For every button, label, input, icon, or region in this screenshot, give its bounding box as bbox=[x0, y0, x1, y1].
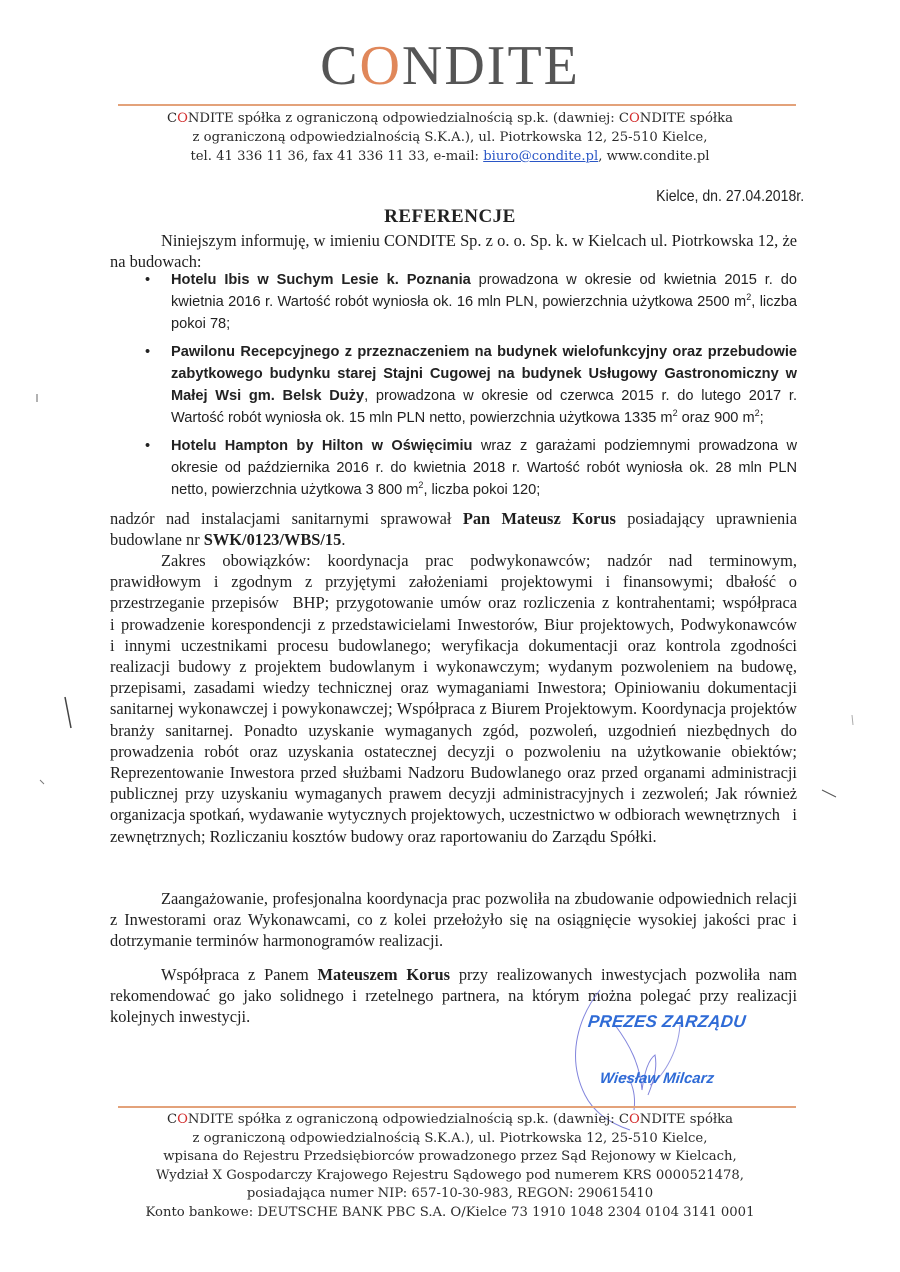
footer-line-4: Wydział X Gospodarczy Krajowego Rejestru Sądowego pod numerem KRS 0000521478, bbox=[156, 1167, 744, 1183]
project-details: , prowadzona w okresie od czerwca 2015 r. do lutego 2017 r. Wartość robót wyniosła ok. 15 mln PLN netto, powierzchnia użytkowa 1335 m bbox=[171, 388, 798, 426]
project-item bbox=[145, 435, 797, 501]
text: posiadający uprawnienia budowlane nr bbox=[110, 509, 797, 550]
text: . bbox=[341, 530, 346, 550]
text: NDITE spółka z ograniczoną odpowiedzialnością sp.k. (dawniej: C bbox=[187, 111, 629, 126]
logo-text: C bbox=[320, 35, 360, 97]
accent-letter: O bbox=[628, 1112, 640, 1127]
footer-line-1 bbox=[0, 1111, 900, 1130]
accent-letter: O bbox=[177, 111, 188, 126]
logo-text: NDITE bbox=[401, 35, 580, 97]
speck bbox=[65, 697, 71, 728]
project-list bbox=[145, 269, 797, 507]
superscript: 2 bbox=[418, 480, 424, 491]
project-details: wraz z garażami podziemnymi prowadzona w okresie od października 2016 r. do kwietnia 2018 r. Wartość robót wyniosła ok. 28 mln PLN netto, powierzchnia użytkowa 3 800 m bbox=[171, 438, 797, 498]
speck bbox=[822, 790, 836, 797]
accent-letter: O bbox=[628, 111, 640, 126]
supervision-paragraph bbox=[110, 508, 797, 550]
bullet-icon: • bbox=[145, 344, 151, 360]
engagement-paragraph: Zaangażowanie, profesjonalna koordynacja prac pozwoliła na zbudowanie odpowiednich relacji z Inwestorami oraz Wykonawcami, co z kolei przełożyło się na osiągnięcie wysokiej jakości prac i dotrzymanie terminów harmonogramów realizacji. bbox=[110, 889, 797, 951]
duties-paragraph: Zakres obowiązków: koordynacja prac podwykonawców; nadzór nad terminowym, prawidłowym i zgodnym z przyjętymi założeniami projektowymi i finansowymi; dbałość o przestrzeganie przepisów BHP; przygotowanie umów oraz rozliczenia z kontrahentami; współpraca i prowadzenie korespondencji z przedstawicielami Inwestorów, Biur projektowych, Podwykonawców i innymi uczestnikami procesu budowlanego; weryfikacja dokumentacji oraz kontrola zgodności realizacji budowy z projektem budowlanym i wykonawczym; wydanym pozwoleniem na budowę, przepisami, zasadami wiedzy technicznej oraz wymaganiami Inwestora; Opiniowaniu dokumentacji sanitarnej wykonawczej i powykonawczej; Współpraca z Biurem Projektowym. Koordynacja projektów branży sanitarnej. Ponadto uzyskanie wymaganych zgód, pozwoleń, uzgodnień niezbędnych do prowadzenia robót oraz uzyskania ostatecznej decyzji o pozwoleniu na użytkowanie obiektów; Reprezentowanie Inwestora przed służbami Nadzoru Budowlanego oraz przed organami administracji publicznej przy uzyskaniu wymaganych prawem decyzji administracyjnych i zezwoleń; Jak również organizacja spotkań, wydawanie wytycznych projektowych, uczestnictwo w odbiorach wewnętrznych i zewnętrznych; Rozliczaniu kosztów budowy oraz raportowaniu do Zarządu Spółki. bbox=[110, 551, 871, 846]
superscript: 2 bbox=[754, 408, 760, 419]
project-name: Hotelu Hampton by Hilton w Oświęcimiu bbox=[171, 438, 473, 454]
letterhead-line-2: z ograniczoną odpowiedzialnością S.K.A.), ul. Piotrkowska 12, 25-510 Kielce, bbox=[192, 130, 708, 145]
text: Współpraca z Panem bbox=[161, 965, 318, 984]
license-number: SWK/0123/WBS/15 bbox=[203, 530, 342, 550]
footer-line-2: z ograniczoną odpowiedzialnością S.K.A.), ul. Piotrkowska 12, 25-510 Kielce, bbox=[192, 1130, 708, 1146]
footer-info bbox=[0, 1111, 900, 1222]
text: tel. 41 336 11 36, fax 41 336 11 33, e-mail: bbox=[190, 149, 484, 164]
text: NDITE spółka bbox=[639, 111, 734, 126]
superscript: 2 bbox=[672, 408, 678, 419]
text: C bbox=[166, 1112, 178, 1127]
project-details: , liczba pokoi 78; bbox=[171, 294, 797, 332]
text: C bbox=[166, 111, 178, 126]
project-item bbox=[145, 269, 797, 335]
intro-paragraph: Niniejszym informuję, w imieniu CONDITE Sp. z o. o. Sp. k. w Kielcach ul. Piotrkowska 12, że na budowach: bbox=[110, 231, 797, 272]
text: , www.condite.pl bbox=[598, 149, 710, 164]
bullet-icon: • bbox=[145, 438, 151, 454]
person-name: Mateuszem Korus bbox=[317, 965, 451, 984]
footer-divider bbox=[118, 1106, 796, 1108]
project-name: Hotelu Ibis w Suchym Lesie k. Poznania bbox=[171, 272, 471, 288]
text: nadzór nad instalacjami sanitarnymi sprawował bbox=[110, 509, 463, 528]
bullet-icon: • bbox=[145, 272, 151, 288]
footer-line-5: posiadająca numer NIP: 657-10-30-983, REGON: 290615410 bbox=[246, 1186, 654, 1201]
project-name: Pawilonu Recepcyjnego z przeznaczeniem na budynek wielofunkcyjny oraz przebudowie zabytkowego budynku starej Stajni Cugowej na budynek Usługowy Gastronomiczny w Małej Wsi gm. Belsk Duży bbox=[171, 344, 797, 404]
header-divider bbox=[118, 104, 796, 106]
letterhead-line-3 bbox=[0, 147, 900, 166]
company-logo bbox=[0, 35, 900, 97]
document-title: REFERENCJE bbox=[384, 206, 516, 227]
project-item bbox=[145, 341, 797, 429]
stamp-name: Wiesław Milcarz bbox=[599, 1070, 715, 1087]
letter-date: Kielce, dn. 27.04.2018r. bbox=[656, 188, 804, 205]
letterhead-info bbox=[0, 109, 900, 166]
person-name: Pan Mateusz Korus bbox=[462, 509, 616, 528]
text: przy realizowanych inwestycjach pozwoliła nam rekomendować go jako solidnego i rzetelnego partnera, na którym można polegać przy realizacji kolejnych inwestycji. bbox=[110, 965, 797, 1027]
letterhead-line-1 bbox=[0, 109, 900, 128]
text: NDITE spółka bbox=[639, 1112, 734, 1127]
project-details: prowadzona w okresie od kwietnia 2015 r. do kwietnia 2016 r. Wartość robót wyniosła ok. 16 mln PLN, powierzchnia użytkowa 2500 m bbox=[171, 272, 797, 310]
project-details: oraz 900 m bbox=[677, 410, 755, 426]
project-details: ; bbox=[759, 410, 764, 426]
speck bbox=[40, 780, 44, 784]
logo-accent-letter: O bbox=[359, 35, 402, 97]
text: NDITE spółka z ograniczoną odpowiedzialnością sp.k. (dawniej: C bbox=[187, 1112, 629, 1127]
footer-line-3: wpisana do Rejestru Przedsiębiorców prowadzonego przez Sąd Rejonowy w Kielcach, bbox=[163, 1149, 737, 1164]
superscript: 2 bbox=[746, 292, 752, 303]
speck bbox=[852, 715, 853, 725]
project-details: , liczba pokoi 120; bbox=[423, 482, 541, 498]
email-link[interactable]: biuro@condite.pl bbox=[483, 149, 599, 164]
stamp-role: PREZES ZARZĄDU bbox=[587, 1012, 747, 1031]
footer-line-6: Konto bankowe: DEUTSCHE BANK PBC S.A. O/Kielce 73 1910 1048 2304 0104 3141 0001 bbox=[145, 1204, 755, 1220]
accent-letter: O bbox=[177, 1112, 188, 1127]
